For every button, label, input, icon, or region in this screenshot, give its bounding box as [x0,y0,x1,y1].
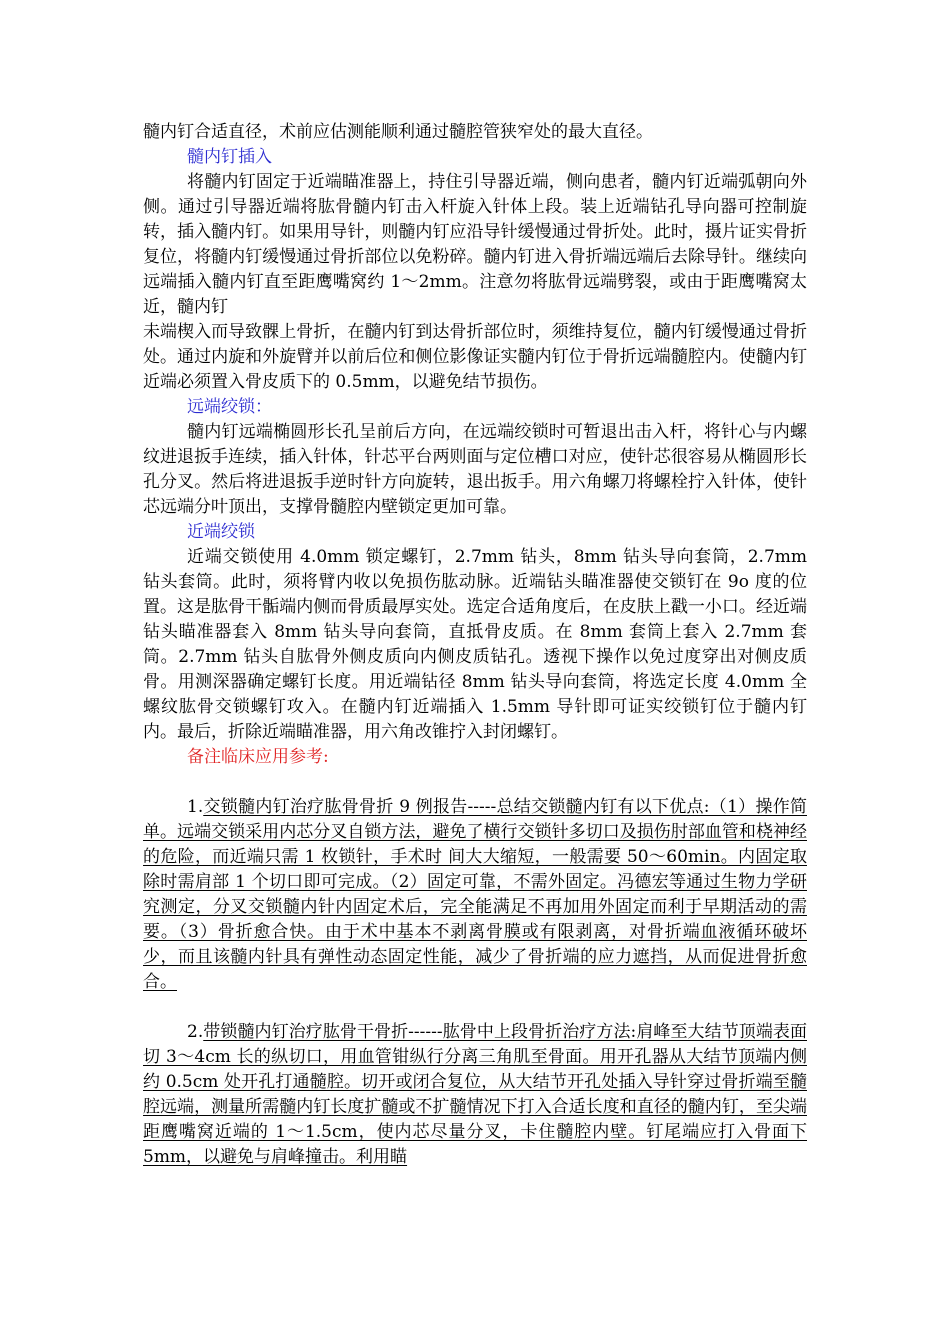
reference-item-2 [143,1020,807,1170]
insertion-heading: 髓内钉插入 [187,147,272,167]
reference-item-1 [143,795,807,995]
reference-number: 2. [187,1022,204,1042]
document-page [143,120,807,1170]
reference-number: 1. [187,797,204,817]
distal-locking-heading: 远端绞锁： [187,397,272,417]
reference-text: 带锁髓内钉治疗肱骨干骨折------肱骨中上段骨折治疗方法:肩峰至大结节顶端表面切 3～4cm 长的纵切口，用血管钳纵行分离三角肌至骨面。用开孔器从大结节顶端内侧约 0.5cm 处开孔打通髓腔。切开或闭合复位，从大结节开孔处插入导针穿过骨折端至髓腔远端，测量所需髓内钉长度扩髓或不扩髓情况下打入合适长度和直径的髓内钉，至尖端距鹰嘴窝近端的 1～1.5cm，使内芯尽量分叉，卡住髓腔内壁。钉尾端应打入骨面下 5mm，以避免与肩峰撞击。利用瞄 [143,1022,807,1167]
intro-paragraph: 髓内钉合适直径，术前应估测能顺利通过髓腔管狭窄处的最大直径。 [143,122,653,142]
spacer [143,995,807,1020]
spacer [143,770,807,795]
proximal-locking-paragraph: 近端交锁使用 4.0mm 锁定螺钉，2.7mm 钻头，8mm 钻头导向套筒，2.7mm 钻头套筒。此时，须将臂内收以免损伤肱动脉。近端钻头瞄准器使交锁钉在 9o 度的位置。这是肱骨干骺端内侧而骨质最厚实处。选定合适角度后，在皮肤上戳一小口。经近端钻头瞄准器套入 8mm 钻头导向套筒，直抵骨皮质。在 8mm 套筒上套入 2.7mm 套筒。2.7mm 钻头自肱骨外侧皮质向内侧皮质钻孔。透视下操作以免过度穿出对侧皮质骨。用测深器确定螺钉长度。用近端钻径 8mm 钻头导向套筒，将选定长度 4.0mm 全螺纹肱骨交锁螺钉攻入。在髓内钉近端插入 1.5mm 导针即可证实绞锁钉位于髓内钉内。最后，折除近端瞄准器，用六角改锥拧入封闭螺钉。 [143,547,807,742]
insertion-paragraph-1: 将髓内钉固定于近端瞄准器上，持住引导器近端，侧向患者，髓内钉近端弧朝向外侧。通过引导器近端将肱骨髓内钉击入杆旋入针体上段。装上近端钻孔导向器可控制旋转，插入髓内钉。如果用导针，则髓内钉应沿导针缓慢通过骨折处。此时，摄片证实骨折复位，将髓内钉缓慢通过骨折部位以免粉碎。髓内钉进入骨折端远端后去除导针。继续向远端插入髓内钉直至距鹰嘴窝约 1～2mm。注意勿将肱骨远端劈裂，或由于距鹰嘴窝太近，髓内钉 [143,172,807,317]
proximal-locking-heading: 近端绞锁 [187,522,255,542]
distal-locking-paragraph: 髓内钉远端椭圆形长孔呈前后方向，在远端绞锁时可暂退出击入杆，将针心与内螺纹进退扳手连续，插入针体，针芯平台两则面与定位槽口对应，使针芯很容易从椭圆形长孔分叉。然后将进退扳手逆时针方向旋转，退出扳手。用六角螺刀将螺栓拧入针体，使针芯远端分叶顶出，支撑骨髓腔内壁锁定更加可靠。 [143,422,807,517]
insertion-paragraph-2: 未端楔入而导致髁上骨折，在髓内钉到达骨折部位时，须维持复位，髓内钉缓慢通过骨折处。通过内旋和外旋臂并以前后位和侧位影像证实髓内钉位于骨折远端髓腔内。使髓内钉近端必须置入骨皮质下的 0.5mm，以避免结节损伤。 [143,322,807,392]
notes-heading: 备注临床应用参考: [187,747,329,767]
reference-text: 交锁髓内钉治疗肱骨骨折 9 例报告-----总结交锁髓内钉有以下优点:（1）操作简单。远端交锁采用内芯分叉自锁方法，避免了横行交锁针多切口及损伤肘部血管和桡神经的危险，而近端只需 1 枚锁针，手术时 间大大缩短，一般需要 50～60min。内固定取除时需肩部 1 个切口即可完成。（2）固定可靠，不需外固定。冯德宏等通过生物力学研究测定，分叉交锁髓内针内固定术后，完全能满足不再加用外固定而利于早期活动的需要。（3）骨折愈合快。由于术中基本不剥离骨膜或有限剥离，对骨折端血液循环破坏少，而且该髓内针具有弹性动态固定性能，减少了骨折端的应力遮挡，从而促进骨折愈合。 [143,797,807,992]
